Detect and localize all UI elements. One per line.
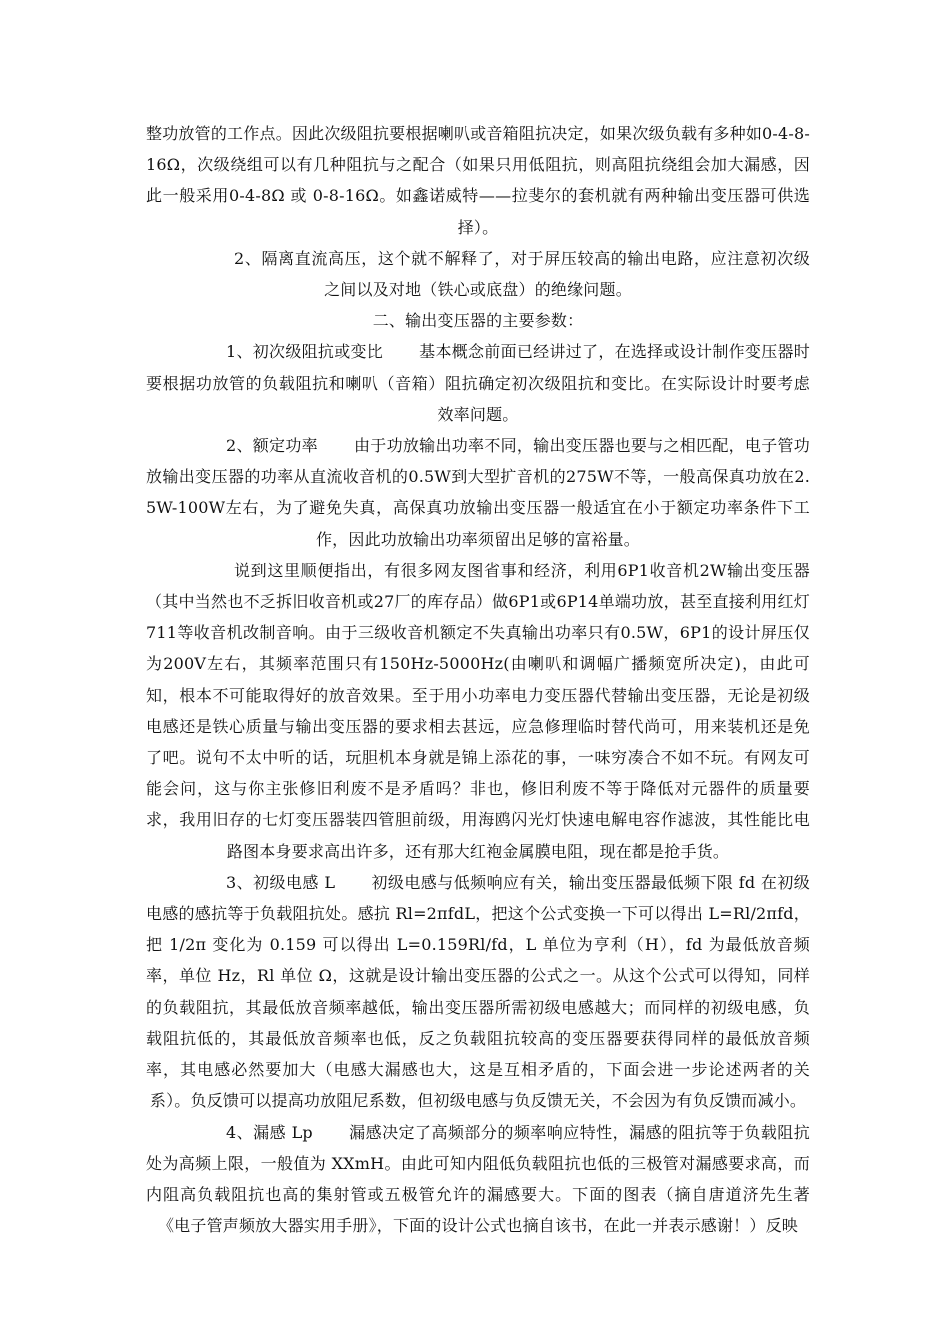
body-text bbox=[146, 118, 810, 1241]
paragraph-text: 说到这里顺便指出，有很多网友图省事和经济，利用6P1收音机2W输出变压器（其中当然也不乏拆旧收音机或27厂的库存品）做6P1或6P14单端功放，甚至直接利用红灯711等收音机改制音响。由于三级收音机额定不失真输出功率只有0.5W，6P1的设计屏压仅为200V左右，其频率范围只有150Hz-5000Hz(由喇叭和调幅广播频宽所决定)，由此可知，根本不可能取得好的放音效果。至于用小功率电力变压器代替输出变压器，无论是初级电感还是铁心质量与输出变压器的要求相去甚远，应急修理临时替代尚可，用来装机还是免了吧。说句不太中听的话，玩胆机本身就是锦上添花的事，一味穷凑合不如不玩。有网友可能会问，这与你主张修旧利废不是矛盾吗？非也，修旧利废不等于降低对元器件的质量要求，我用旧存的七灯变压器装四管胆前级，用海鸥闪光灯快速电解电容作滤波，其性能比电路图本身要求高出许多，还有那大红袍金属膜电阻，现在都是抢手货。 bbox=[146, 560, 810, 861]
paragraph-primary-inductance bbox=[146, 867, 810, 1117]
paragraph-commentary bbox=[146, 555, 810, 867]
paragraph-secondary-impedance bbox=[146, 118, 810, 243]
heading-text: 二、输出变压器的主要参数： bbox=[372, 311, 584, 331]
section-heading bbox=[146, 305, 810, 336]
paragraph-text: 2、隔离直流高压，这个就不解释了，对于屏压较高的输出电路，应注意初次级之间以及对地（铁心或底盘）的绝缘问题。 bbox=[234, 248, 810, 300]
paragraph-lead: 3、初级电感 L bbox=[226, 872, 336, 892]
paragraph-text: 漏感决定了高频部分的频率响应特性，漏感的阻抗等于负载阻抗处为高频上限，一般值为 XXmH。由此可知内阻低负载阻抗也低的三极管对漏感要求高，而内阻高负载阻抗也高的集射管或五极管允许的漏感要大。下面的图表（摘自唐道济先生著《电子管声频放大器实用手册》，下面的设计公式也摘自该书，在此一并表示感谢！）反映 bbox=[146, 1122, 810, 1236]
paragraph-lead: 4、漏感 Lp bbox=[226, 1122, 313, 1142]
paragraph-dc-isolation bbox=[146, 243, 810, 305]
paragraph-leakage-inductance bbox=[146, 1117, 810, 1242]
paragraph-text: 由于功放输出功率不同，输出变压器也要与之相匹配，电子管功放输出变压器的功率从直流收音机的0.5W到大型扩音机的275W不等，一般高保真功放在2.5W-100W左右，为了避免失真，高保真功放输出变压器一般适宜在小于额定功率条件下工作，因此功放输出功率须留出足够的富裕量。 bbox=[146, 436, 810, 549]
paragraph-text: 初级电感与低频响应有关，输出变压器最低频下限 fd 在初级电感的感抗等于负载阻抗处。感抗 Rl=2πfdL，把这个公式变换一下可以得出 L=Rl/2πfd，把 1/2π 变化为 0.159 可以得出 L=0.159Rl/fd，L 单位为亨利（H），fd 为最低放音频率，单位 Hz，Rl 单位 Ω，这就是设计输出变压器的公式之一。从这个公式可以得知，同样的负载阻抗，其最低放音频率越低，输出变压器所需初级电感越大；而同样的初级电感，负载阻抗低的，其最低放音频率也低，反之负载阻抗较高的变压器要获得同样的最低放音频率，其电感必然要加大（电感大漏感也大，这是互相矛盾的，下面会进一步论述两者的关系）。负反馈可以提高功放阻尼系数，但初级电感与负反馈无关，不会因为有负反馈而减小。 bbox=[146, 872, 810, 1111]
paragraph-text: 整功放管的工作点。因此次级阻抗要根据喇叭或音箱阻抗决定，如果次级负载有多种如0-4-8-16Ω，次级绕组可以有几种阻抗与之配合（如果只用低阻抗，则高阻抗绕组会加大漏感，因此一般采用0-4-8Ω 或 0-8-16Ω。如鑫诺威特——拉斐尔的套机就有两种输出变压器可供选择）。 bbox=[146, 124, 810, 237]
paragraph-impedance-ratio bbox=[146, 336, 810, 430]
paragraph-lead: 1、初次级阻抗或变比 bbox=[226, 342, 384, 362]
paragraph-lead: 2、额定功率 bbox=[226, 436, 318, 456]
paragraph-text: 基本概念前面已经讲过了，在选择或设计制作变压器时要根据功放管的负载阻抗和喇叭（音箱）阻抗确定初次级阻抗和变比。在实际设计时要考虑效率问题。 bbox=[146, 342, 810, 424]
paragraph-rated-power bbox=[146, 430, 810, 555]
